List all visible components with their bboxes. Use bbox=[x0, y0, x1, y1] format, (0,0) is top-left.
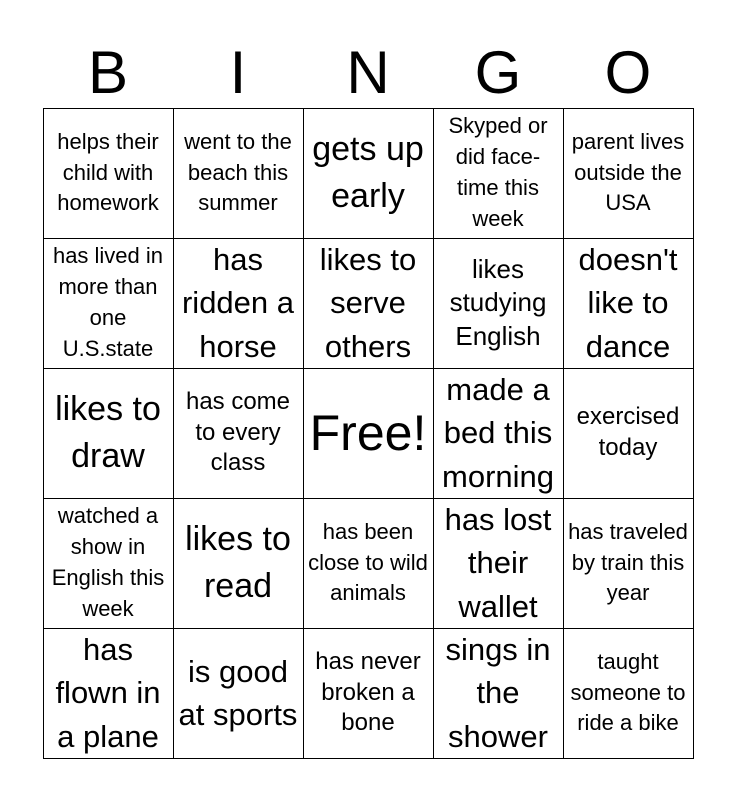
cell-text: helps their child with homework bbox=[57, 128, 159, 216]
cell-text: exercised today bbox=[576, 403, 680, 461]
bingo-cell-r1-c2[interactable] bbox=[173, 108, 304, 239]
bingo-cell-r3-c2[interactable] bbox=[173, 368, 304, 499]
bingo-cell-r4-c4[interactable] bbox=[433, 498, 564, 629]
bingo-cell-r4-c3[interactable] bbox=[303, 498, 434, 629]
bingo-cell-r5-c5[interactable] bbox=[563, 628, 694, 759]
bingo-cell-r5-c1[interactable] bbox=[43, 628, 174, 759]
header-letter-n: N bbox=[346, 39, 390, 106]
bingo-cell-r2-c1[interactable] bbox=[43, 238, 174, 369]
cell-text: likes to draw bbox=[55, 390, 161, 475]
bingo-cell-r1-c5[interactable] bbox=[563, 108, 694, 239]
cell-text: is good at sports bbox=[178, 653, 298, 732]
cell-text: has lost their wallet bbox=[444, 501, 552, 624]
bingo-cell-r5-c3[interactable] bbox=[303, 628, 434, 759]
cell-text: taught someone to ride a bike bbox=[570, 648, 686, 736]
cell-text: likes studying English bbox=[449, 254, 547, 351]
bingo-cell-r2-c2[interactable] bbox=[173, 238, 304, 369]
cell-text: has come to every class bbox=[185, 387, 291, 477]
bingo-cell-r2-c4[interactable] bbox=[433, 238, 564, 369]
cell-text: gets up early bbox=[312, 130, 424, 215]
cell-text: has been close to wild animals bbox=[308, 518, 428, 606]
bingo-cell-r3-c1[interactable] bbox=[43, 368, 174, 499]
bingo-cell-r3-c5[interactable] bbox=[563, 368, 694, 499]
cell-text: has never broken a bone bbox=[315, 647, 421, 737]
cell-text: likes to read bbox=[185, 520, 291, 605]
cell-text: parent lives outside the USA bbox=[571, 128, 685, 216]
cell-text: watched a show in English this week bbox=[51, 503, 165, 621]
bingo-cell-r1-c1[interactable] bbox=[43, 108, 174, 239]
cell-text: has flown in a plane bbox=[55, 631, 161, 754]
free-space-text: Free! bbox=[309, 405, 427, 461]
header-letter-b: B bbox=[87, 39, 129, 106]
bingo-cell-r3-c4[interactable] bbox=[433, 368, 564, 499]
bingo-header bbox=[43, 38, 693, 108]
header-letter-i: I bbox=[229, 39, 247, 106]
header-letter-g: G bbox=[474, 39, 522, 106]
bingo-cell-r2-c5[interactable] bbox=[563, 238, 694, 369]
bingo-cell-r5-c2[interactable] bbox=[173, 628, 304, 759]
bingo-card-grid bbox=[43, 108, 693, 758]
cell-text: has traveled by train this year bbox=[568, 518, 688, 606]
cell-text: doesn't like to dance bbox=[578, 241, 678, 364]
bingo-cell-free[interactable] bbox=[303, 368, 434, 499]
cell-text: has lived in more than one U.S.state bbox=[52, 243, 164, 361]
bingo-cell-r5-c4[interactable] bbox=[433, 628, 564, 759]
bingo-cell-r2-c3[interactable] bbox=[303, 238, 434, 369]
bingo-cell-r1-c3[interactable] bbox=[303, 108, 434, 239]
cell-text: has ridden a horse bbox=[181, 241, 295, 364]
cell-text: made a bed this morning bbox=[442, 371, 554, 494]
bingo-cell-r4-c5[interactable] bbox=[563, 498, 694, 629]
cell-text: went to the beach this summer bbox=[184, 128, 292, 216]
bingo-cell-r4-c2[interactable] bbox=[173, 498, 304, 629]
bingo-cell-r1-c4[interactable] bbox=[433, 108, 564, 239]
header-letter-o: O bbox=[604, 39, 652, 106]
cell-text: likes to serve others bbox=[319, 241, 417, 364]
bingo-cell-r4-c1[interactable] bbox=[43, 498, 174, 629]
cell-text: sings in the shower bbox=[445, 631, 551, 754]
cell-text: Skyped or did face-time this week bbox=[448, 113, 548, 231]
